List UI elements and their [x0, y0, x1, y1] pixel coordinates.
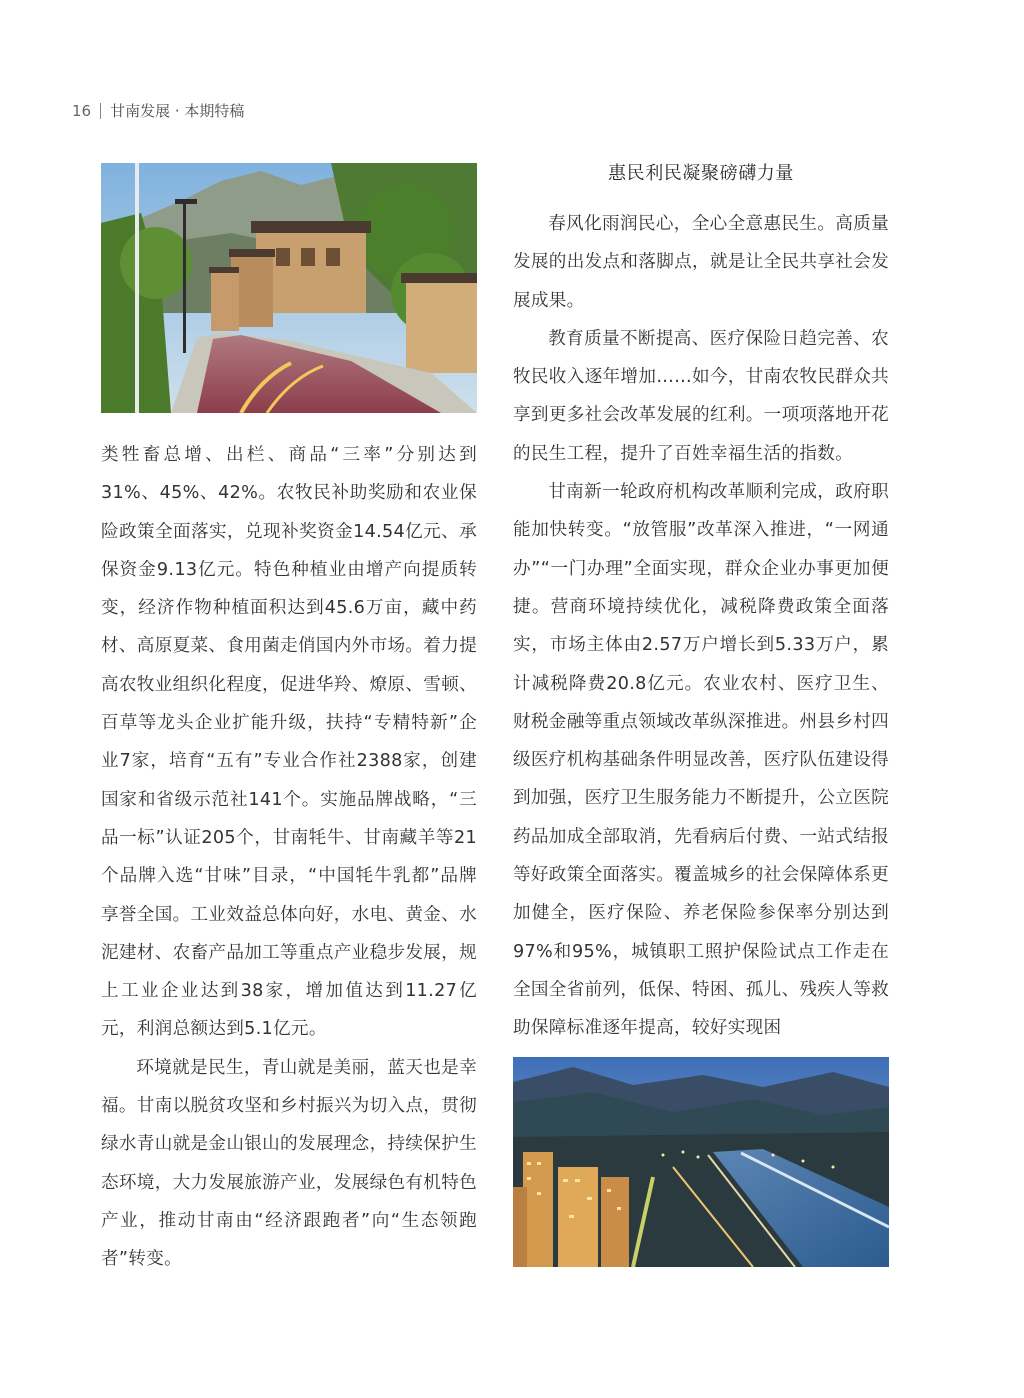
- right-paragraph-3: 甘南新一轮政府机构改革顺利完成，政府职能加快转变。“放管服”改革深入推进，“一网通办”“一门办理”全面实现，群众企业办事更加便捷。营商环境持续优化，减税降费政策全面落实，市场主体由2.57万户增长到5.33万户，累计减税降费20.8亿元。农业农村、医疗卫生、财税金融等重点领域改革纵深推进。州县乡村四级医疗机构基础条件明显改善，医疗队伍建设得到加强，医疗卫生服务能力不断提升，公立医院药品加成全部取消，先看病后付费、一站式结报等好政策全面落实。覆盖城乡的社会保障体系更加健全，医疗保险、养老保险参保率分别达到97%和95%，城镇职工照护保险试点工作走在全国全省前列，低保、特困、孤儿、残疾人等救助保障标准逐年提高，较好实现困: [513, 482, 889, 1039]
- section-heading: 惠民利民凝聚磅礴力量: [608, 163, 794, 184]
- town-night-photo: [513, 1057, 889, 1267]
- left-paragraph-1: 类牲畜总增、出栏、商品“三率”分别达到31%、45%、42%。农牧民补助奖励和农业保险政策全面落实，兑现补奖资金14.54亿元、承保资金9.13亿元。特色种植业由增产向提质转变，经济作物种植面积达到45.6万亩，藏中药材、高原夏菜、食用菌走俏国内外市场。着力提高农牧业组织化程度，促进华羚、燎原、雪顿、百草等龙头企业扩能升级，扶持“专精特新”企业7家，培育“五有”专业合作社2388家，创建国家和省级示范社141个。实施品牌战略，“三品一标”认证205个，甘南牦牛、甘南藏羊等21个品牌入选“甘味”目录，“中国牦牛乳都”品牌享誉全国。工业效益总体向好，水电、黄金、水泥建材、农畜产品加工等重点产业稳步发展，规上工业企业达到38家，增加值达到11.27亿元，利润总额达到5.1亿元。: [101, 445, 477, 1040]
- village-street-photo: [101, 163, 477, 413]
- right-column: [513, 155, 889, 1267]
- header-divider: [100, 103, 101, 119]
- right-paragraph-2: 教育质量不断提高、医疗保险日趋完善、农牧民收入逐年增加……如今，甘南农牧民群众共享到更多社会改革发展的红利。一项项落地开花的民生工程，提升了百姓幸福生活的指数。: [513, 328, 889, 464]
- page-header: [72, 100, 244, 121]
- right-paragraph-1: 春风化雨润民心，全心全意惠民生。高质量发展的出发点和落脚点，就是让全民共享社会发展成果。: [513, 214, 889, 311]
- page-number: 16: [72, 101, 92, 120]
- left-column: [101, 163, 477, 1279]
- town-night-illustration: [513, 1057, 889, 1267]
- left-paragraph-2: 环境就是民生，青山就是美丽，蓝天也是幸福。甘南以脱贫攻坚和乡村振兴为切入点，贯彻绿水青山就是金山银山的发展理念，持续保护生态环境，大力发展旅游产业，发展绿色有机特色产业，推动甘南由“经济跟跑者”向“生态领跑者”转变。: [101, 1057, 477, 1270]
- village-street-illustration: [101, 163, 477, 413]
- section-title: 甘南发展 · 本期特稿: [110, 102, 245, 120]
